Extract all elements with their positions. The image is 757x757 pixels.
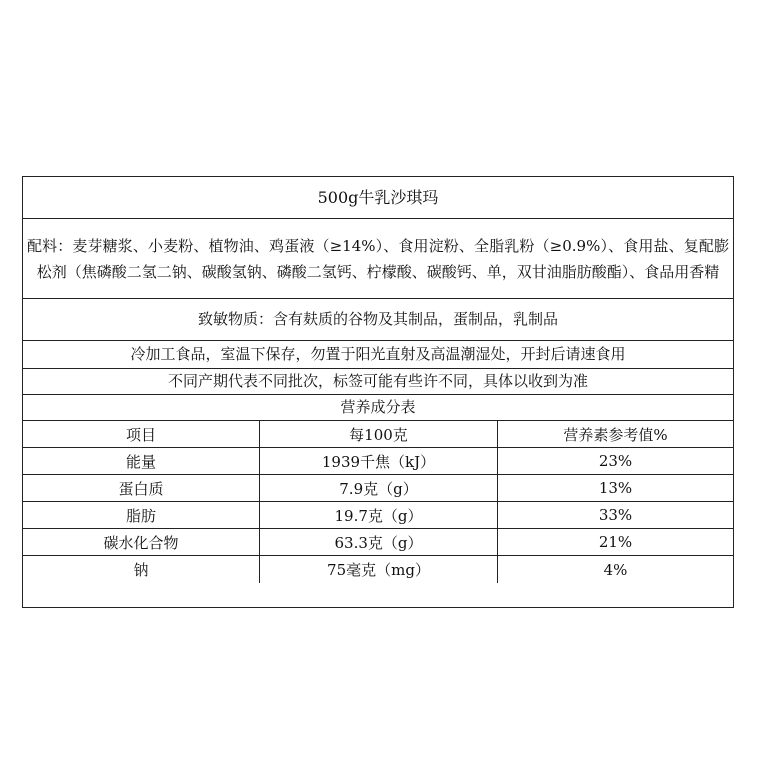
nutrient-nrv: 13% (598, 479, 633, 497)
table-row (23, 448, 733, 475)
nutrient-nrv: 33% (598, 506, 633, 524)
header-item: 项目 (23, 421, 260, 447)
header-nrv: 营养素参考值% (563, 425, 668, 444)
nutrient-amount: 1939千焦（kJ） (260, 448, 498, 474)
nutrient-name: 能量 (23, 448, 260, 474)
nutrient-amount: 75毫克（mg） (260, 556, 498, 583)
nutrient-amount: 19.7克（g） (260, 502, 498, 528)
nutrition-header-row (23, 421, 733, 448)
table-row (23, 502, 733, 529)
product-label (22, 176, 734, 608)
nutrient-amount: 63.3克（g） (260, 529, 498, 555)
allergen-text: 致敏物质：含有麸质的谷物及其制品，蛋制品，乳制品 (23, 299, 733, 341)
nutrient-name: 脂肪 (23, 502, 260, 528)
storage-instructions: 冷加工食品，室温下保存，勿置于阳光直射及高温潮湿处，开封后请速食用 (23, 341, 733, 369)
table-row (23, 529, 733, 556)
nutrient-nrv: 4% (603, 560, 628, 579)
nutrition-table-title: 营养成分表 (23, 395, 733, 421)
table-row (23, 556, 733, 583)
nutrient-name: 蛋白质 (23, 475, 260, 501)
nutrient-name: 碳水化合物 (23, 529, 260, 555)
header-per-100g: 每100克 (260, 421, 498, 447)
batch-note: 不同产期代表不同批次，标签可能有些许不同，具体以收到为准 (23, 369, 733, 395)
table-row (23, 475, 733, 502)
nutrient-name: 钠 (23, 556, 260, 583)
product-title: 500g牛乳沙琪玛 (23, 177, 733, 219)
ingredients-text: 配料：麦芽糖浆、小麦粉、植物油、鸡蛋液（≥14%）、食用淀粉、全脂乳粉（≥0.9%）、食用盐、复配膨松剂（焦磷酸二氢二钠、碳酸氢钠、磷酸二氢钙、柠檬酸、碳酸钙、单，双甘油脂肪酸酯）、食品用香精 (23, 219, 733, 299)
nutrient-amount: 7.9克（g） (260, 475, 498, 501)
nutrient-nrv: 23% (598, 452, 633, 470)
nutrient-nrv: 21% (598, 533, 633, 551)
